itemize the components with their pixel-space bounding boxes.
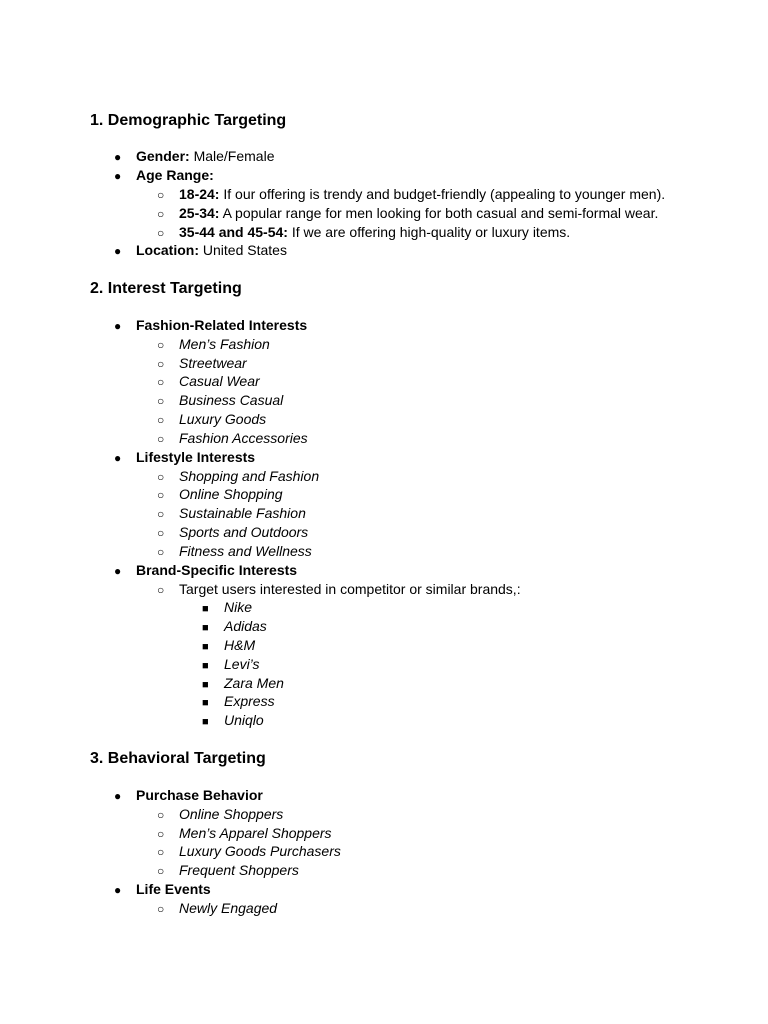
brand-name: Uniqlo (224, 712, 264, 728)
item-text: United States (199, 242, 287, 258)
sub-item (157, 372, 260, 391)
sub-item-competitor-brands (157, 580, 521, 599)
brand-item (202, 617, 267, 637)
section-heading-interest: 2. Interest Targeting (90, 280, 242, 297)
section-heading-demographic: 1. Demographic Targeting (90, 112, 287, 129)
item-text: If we are offering high-quality or luxury items. (287, 224, 571, 240)
item-label: Fashion-Related Interests (136, 317, 308, 333)
item-text: If our offering is trendy and budget-friendly (appealing to younger men). (219, 186, 666, 202)
list-item-lifestyle-interests (114, 448, 255, 467)
sub-item (157, 429, 308, 448)
sub-item-text: Sustainable Fashion (179, 505, 306, 521)
hollow-bullet-icon: ○ (157, 583, 165, 597)
hollow-bullet-icon: ○ (157, 507, 165, 521)
brand-name: Adidas (224, 618, 267, 634)
list-item-age-range (114, 166, 214, 185)
list-item-location (114, 241, 287, 260)
square-bullet-icon: ■ (202, 660, 209, 672)
sub-item-text: Fashion Accessories (179, 430, 308, 446)
item-text: Male/Female (189, 148, 275, 164)
brand-name: Express (224, 693, 275, 709)
item-label: Location: (136, 242, 199, 258)
list-item-brand-interests (114, 561, 297, 580)
hollow-bullet-icon: ○ (157, 488, 165, 502)
sub-item-text: Streetwear (179, 355, 247, 371)
sub-item (157, 410, 266, 429)
brand-name: H&M (224, 637, 256, 653)
hollow-bullet-icon: ○ (157, 226, 165, 240)
item-label: Brand-Specific Interests (136, 562, 298, 578)
sub-item-text: Fitness and Wellness (179, 543, 312, 559)
brand-name: Zara Men (224, 675, 284, 691)
hollow-bullet-icon: ○ (157, 827, 165, 841)
list-item-purchase-behavior (114, 786, 263, 805)
sub-item (157, 805, 283, 824)
square-bullet-icon: ■ (202, 603, 209, 615)
sub-item (157, 861, 299, 880)
brand-item (202, 636, 255, 656)
square-bullet-icon: ■ (202, 641, 209, 653)
sub-item-text: Luxury Goods (179, 411, 267, 427)
sub-item-text: Online Shopping (179, 486, 283, 502)
sub-item (157, 899, 277, 918)
section-heading-behavioral: 3. Behavioral Targeting (90, 750, 266, 767)
sub-item (157, 485, 283, 504)
bullet-icon: ● (114, 451, 122, 465)
hollow-bullet-icon: ○ (157, 545, 165, 559)
list-item-fashion-interests (114, 316, 307, 335)
sub-item-text: Men’s Fashion (179, 336, 270, 352)
sub-item (157, 523, 308, 542)
square-bullet-icon: ■ (202, 679, 209, 691)
hollow-bullet-icon: ○ (157, 207, 165, 221)
hollow-bullet-icon: ○ (157, 188, 165, 202)
hollow-bullet-icon: ○ (157, 470, 165, 484)
hollow-bullet-icon: ○ (157, 432, 165, 446)
bullet-icon: ● (114, 150, 122, 164)
sub-item-text: Luxury Goods Purchasers (179, 843, 341, 859)
square-bullet-icon: ■ (202, 697, 209, 709)
sub-item (157, 542, 312, 561)
sub-item-text: Shopping and Fashion (179, 468, 320, 484)
sub-item-text: Frequent Shoppers (179, 862, 299, 878)
bullet-icon: ● (114, 564, 122, 578)
brand-item (202, 655, 260, 675)
sub-item (157, 467, 319, 486)
item-label: Life Events (136, 881, 211, 897)
sub-item (157, 354, 247, 373)
hollow-bullet-icon: ○ (157, 413, 165, 427)
hollow-bullet-icon: ○ (157, 375, 165, 389)
sub-item-text: Casual Wear (179, 373, 260, 389)
hollow-bullet-icon: ○ (157, 394, 165, 408)
list-item-life-events (114, 880, 211, 899)
bullet-icon: ● (114, 169, 122, 183)
sub-item (157, 504, 306, 523)
sub-item-text: Newly Engaged (179, 900, 278, 916)
item-label: 25-34: (179, 205, 220, 221)
brand-item (202, 598, 252, 618)
hollow-bullet-icon: ○ (157, 357, 165, 371)
sub-item-text: Target users interested in competitor or similar brands,: (179, 581, 521, 597)
bullet-icon: ● (114, 789, 122, 803)
hollow-bullet-icon: ○ (157, 864, 165, 878)
item-text: A popular range for men looking for both casual and semi-formal wear. (219, 205, 659, 221)
item-label: 18-24: (179, 186, 220, 202)
hollow-bullet-icon: ○ (157, 526, 165, 540)
sub-item-text: Business Casual (179, 392, 284, 408)
brand-name: Levi’s (224, 656, 260, 672)
sub-item (157, 824, 332, 843)
hollow-bullet-icon: ○ (157, 845, 165, 859)
item-label: Lifestyle Interests (136, 449, 256, 465)
hollow-bullet-icon: ○ (157, 902, 165, 916)
hollow-bullet-icon: ○ (157, 338, 165, 352)
sub-item (157, 842, 341, 861)
sub-item-age-35-54 (157, 223, 570, 242)
list-item-gender (114, 147, 275, 166)
brand-item (202, 674, 284, 694)
hollow-bullet-icon: ○ (157, 808, 165, 822)
item-label: 35-44 and 45-54: (179, 224, 288, 240)
sub-item-text: Men’s Apparel Shoppers (179, 825, 332, 841)
brand-name: Nike (224, 599, 253, 615)
bullet-icon: ● (114, 319, 122, 333)
square-bullet-icon: ■ (202, 716, 209, 728)
bullet-icon: ● (114, 244, 122, 258)
sub-item-text: Sports and Outdoors (179, 524, 309, 540)
item-label: Purchase Behavior (136, 787, 263, 803)
sub-item (157, 335, 270, 354)
brand-item (202, 692, 275, 712)
sub-item-age-25-34 (157, 204, 658, 223)
item-label: Age Range: (136, 167, 214, 183)
item-label: Gender: (136, 148, 190, 164)
brand-item (202, 711, 264, 731)
sub-item-text: Online Shoppers (179, 806, 284, 822)
sub-item (157, 391, 283, 410)
square-bullet-icon: ■ (202, 622, 209, 634)
sub-item-age-18-24 (157, 185, 665, 204)
bullet-icon: ● (114, 883, 122, 897)
